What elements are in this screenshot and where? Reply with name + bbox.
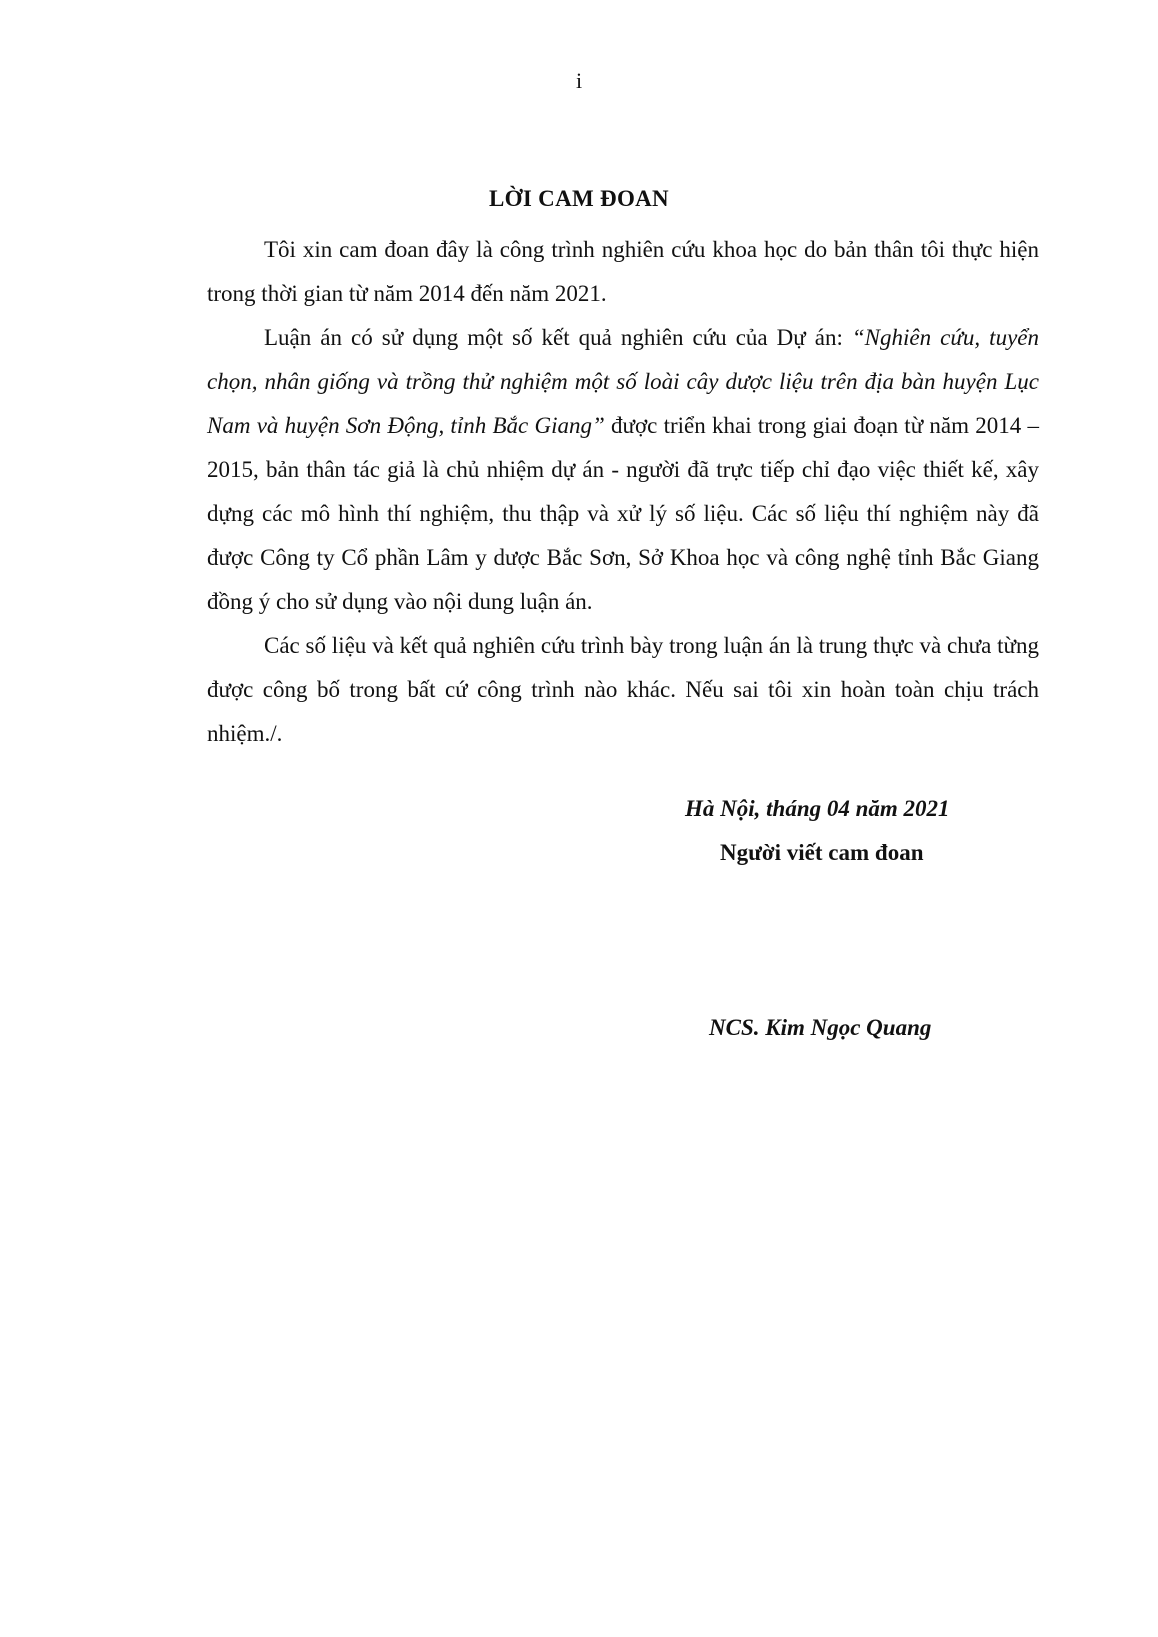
paragraph-project-lead: Luận án có sử dụng một số kết quả nghiên cứu của Dự án: (264, 325, 852, 350)
paragraph-project-rest: được triển khai trong giai đoạn từ năm 2014 – 2015, bản thân tác giả là chủ nhiệm dự án - người đã trực tiếp chỉ đạo việc thiết kế, xây dựng các mô hình thí nghiệm, thu thập và xử lý số liệu. Các số liệu thí nghiệm này đã được Công ty Cổ phần Lâm y dược Bắc Sơn, Sở Khoa học và công nghệ tỉnh Bắc Giang đồng ý cho sử dụng vào nội dung luận án. (207, 413, 1039, 614)
page-number: i (575, 68, 583, 93)
paragraph-project (207, 316, 1039, 624)
paragraph-commitment: Các số liệu và kết quả nghiên cứu trình bày trong luận án là trung thực và chưa từng được công bố trong bất cứ công trình nào khác. Nếu sai tôi xin hoàn toàn chịu trách nhiệm./. (207, 633, 1039, 746)
declaration-body (207, 228, 1039, 756)
project-title: “Nghiên cứu, tuyển chọn, nhân giống và trồng thử nghiệm một số loài cây dược liệu trên địa bàn huyện Lục Nam và huyện Sơn Động, tỉnh Bắc Giang” (207, 325, 1039, 438)
paragraph-intro: Tôi xin cam đoan đây là công trình nghiên cứu khoa học do bản thân tôi thực hiện trong thời gian từ năm 2014 đến năm 2021. (207, 237, 1039, 306)
page-title: LỜI CAM ĐOAN (489, 186, 669, 211)
signer-name: NCS. Kim Ngọc Quang (709, 1015, 932, 1040)
signer-role: Người viết cam đoan (720, 840, 924, 865)
place-date: Hà Nội, tháng 04 năm 2021 (685, 796, 950, 821)
